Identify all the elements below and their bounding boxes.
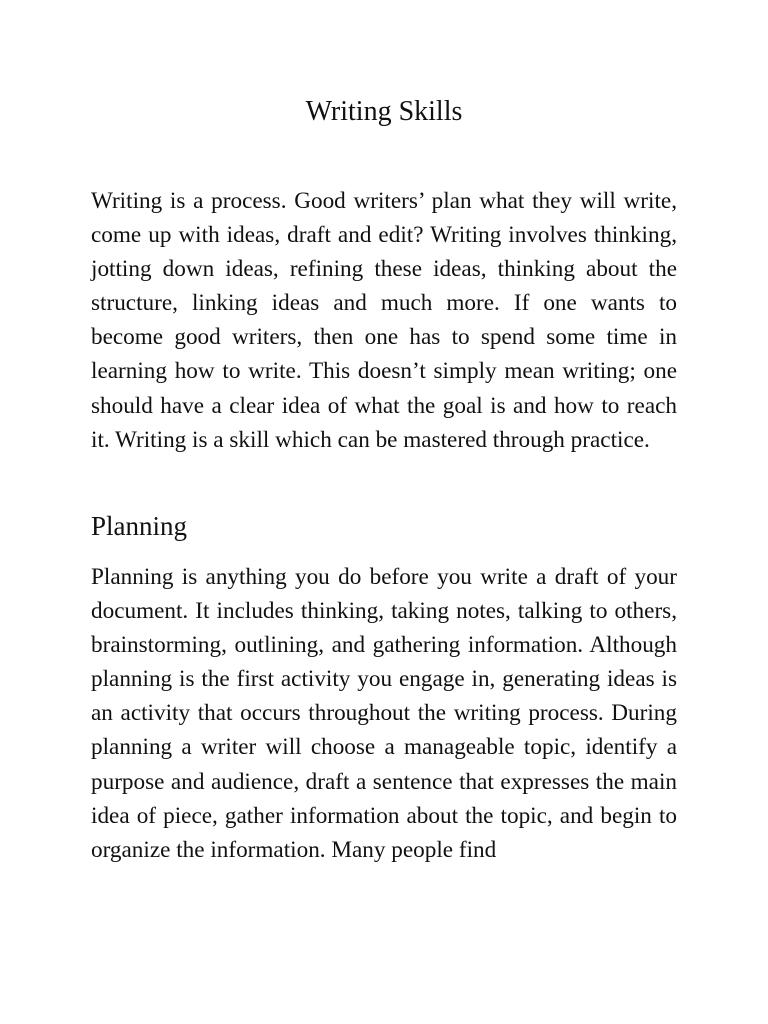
section-heading-planning: Planning	[91, 511, 188, 541]
intro-paragraph: Writing is a process. Good writers’ plan what they will write, come up with ideas, draft and edit? Writing involves thinking, jotting down ideas, refining these ideas, thinking about the structure, linking ideas and much more. If one wants to become good writers, then one has to spend some time in learning how to write. This doesn’t simply mean writing; one should have a clear idea of what the goal is and how to reach it. Writing is a skill which can be mastered through practice.	[91, 188, 677, 453]
planning-paragraph: Planning is anything you do before you write a draft of your document. It includes thinking, taking notes, talking to others, brainstorming, outlining, and gathering information. Although planning is the first activity you engage in, generating ideas is an activity that occurs throughout the writing process. During planning a writer will choose a manageable topic, identify a purpose and audience, draft a sentence that expresses the main idea of piece, gather information about the topic, and begin to organize the information. Many people find	[91, 564, 677, 863]
document-title: Writing Skills	[305, 96, 463, 127]
